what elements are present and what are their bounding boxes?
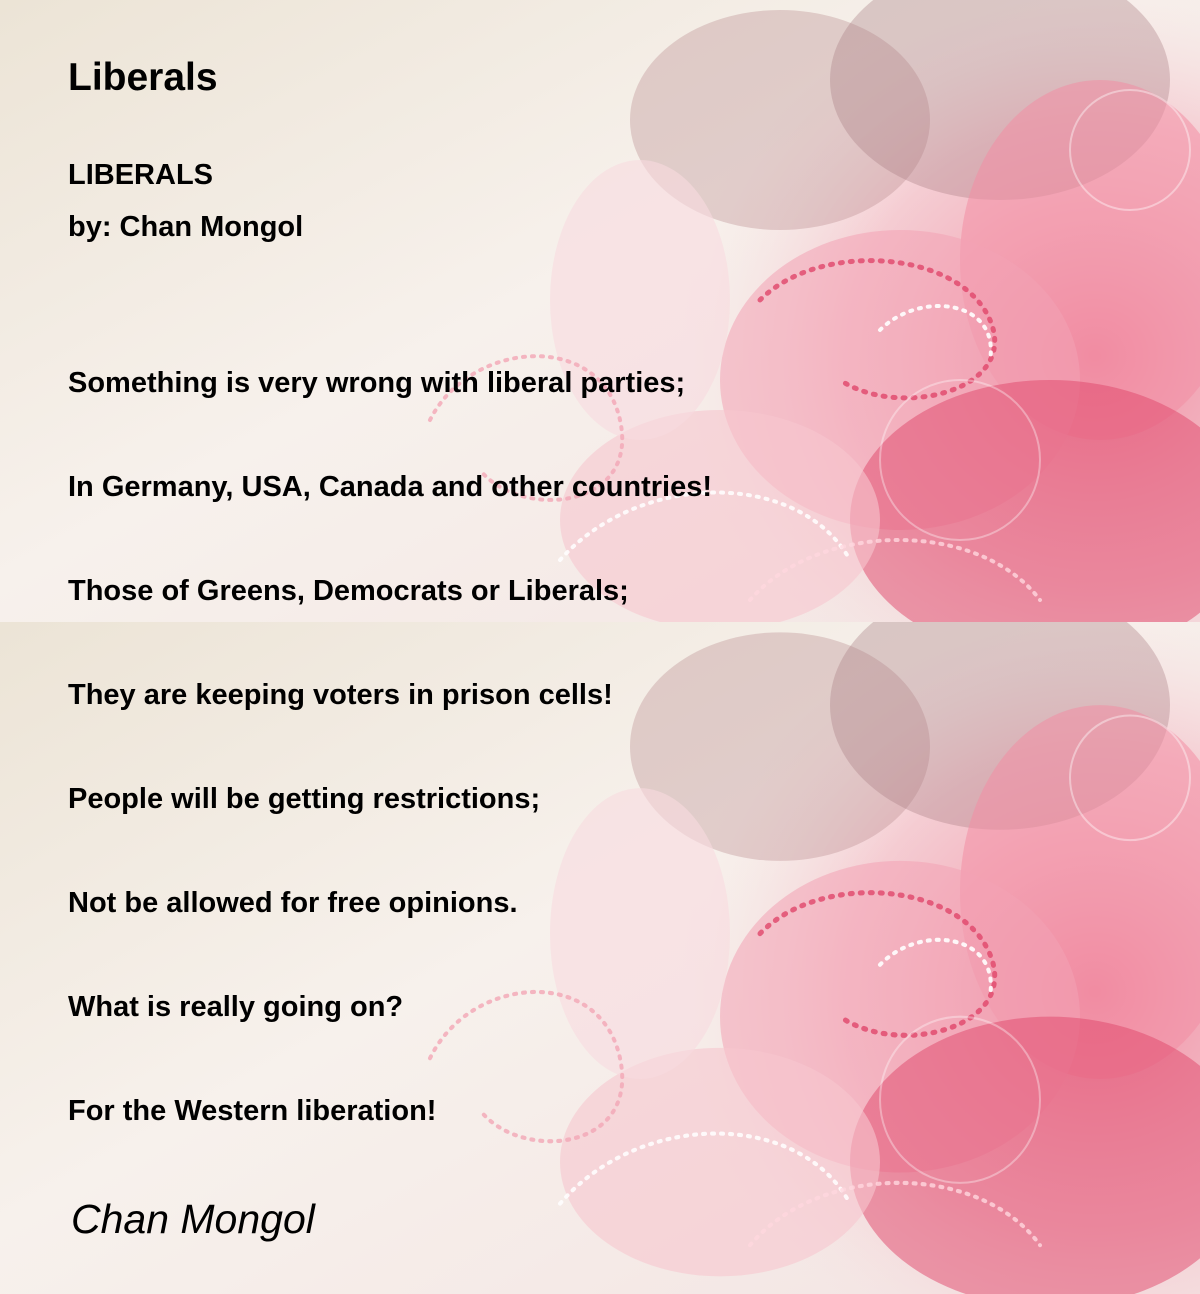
background-floral-bottom <box>0 622 1200 1294</box>
poem-line: Something is very wrong with liberal parties; <box>68 367 686 399</box>
poem-heading: LIBERALS <box>68 159 213 191</box>
floral-artwork <box>0 622 1200 1294</box>
poem-line: People will be getting restrictions; <box>68 783 541 815</box>
poem-line: Not be allowed for free opinions. <box>68 887 518 919</box>
poem-line: In Germany, USA, Canada and other countries! <box>68 471 713 503</box>
poem-line: For the Western liberation! <box>68 1095 437 1127</box>
poem-line: What is really going on? <box>68 991 404 1023</box>
poem-byline: by: Chan Mongol <box>68 211 304 243</box>
author-signature: Chan Mongol <box>71 1196 315 1242</box>
poem-line: They are keeping voters in prison cells! <box>68 679 613 711</box>
poem-line: Those of Greens, Democrats or Liberals; <box>68 575 629 607</box>
page-title: Liberals <box>68 56 218 99</box>
